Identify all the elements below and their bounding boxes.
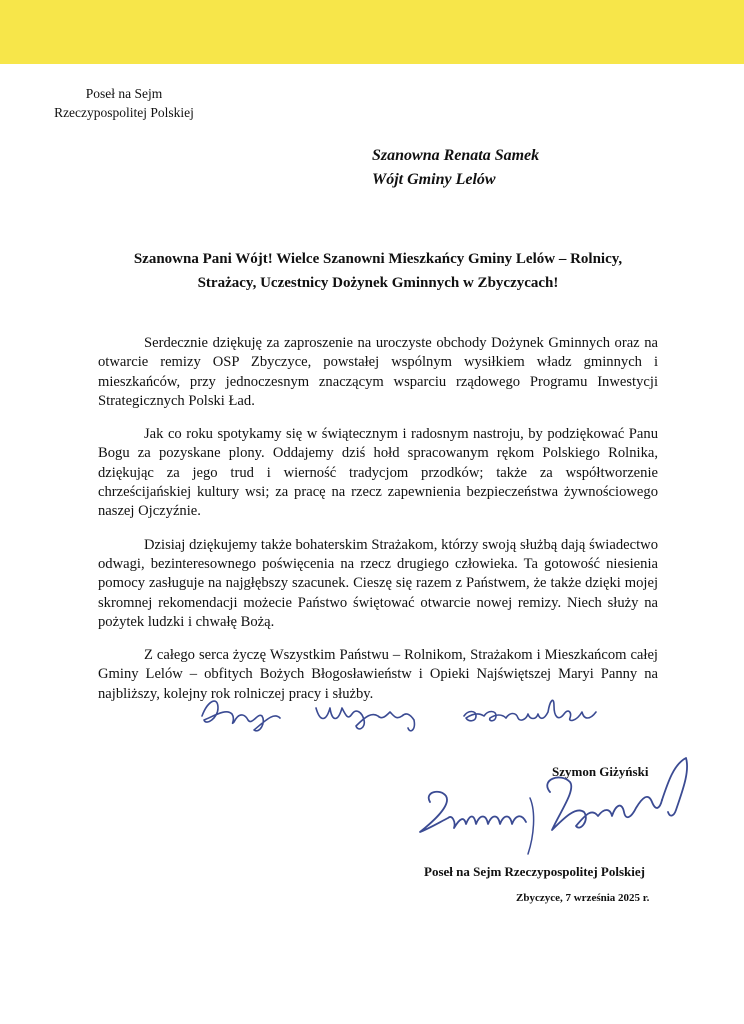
handwritten-note: [196, 686, 616, 736]
recipient-name: Szanowna Renata Samek: [372, 147, 540, 164]
paragraph: Jak co roku spotykamy się w świątecznym i radosnym nastroju, by podziękować Panu Bogu za pozyskane plony. Oddajemy dziś hołd spracowanym rękom Polskiego Rolnika, dziękując za jego trud i wierność tradycjom przodków; także za współtworzenie chrześcijańskiej kultury wsi; za pracę na rzecz zapewnienia bezpieczeństwa żywnościowego naszej Ojczyźnie.: [98, 426, 658, 520]
sender-line-1: Poseł na Sejm: [85, 86, 163, 101]
letter-body: [98, 334, 658, 718]
handwritten-signature: [400, 752, 700, 862]
recipient-block: [372, 144, 539, 192]
sender-line-2: Rzeczypospolitej Polskiej: [54, 105, 194, 120]
header-band: [0, 0, 744, 64]
signature-name: Szymon Giżyński: [552, 764, 649, 779]
place-date: Zbyczyce, 7 września 2025 r.: [516, 892, 650, 904]
signature-title: Poseł na Sejm Rzeczypospolitej Polskiej: [424, 864, 645, 879]
recipient-title: Wójt Gminy Lelów: [372, 171, 496, 188]
salutation-line-1: Szanowna Pani Wójt! Wielce Szanowni Mieszkańcy Gminy Lelów – Rolnicy,: [133, 251, 623, 267]
paragraph: Dzisiaj dziękujemy także bohaterskim Strażakom, którzy swoją służbą dają świadectwo odwagi, bezinteresownego poświęcenia na rzecz drugiego człowieka. Ta gotowość niesienia pomocy zasługuje na najgłębszy szacunek. Cieszę się razem z Państwem, że także dzięki mojej skromnej rekomendacji możecie Państwo świętować otwarcie nowej remizy. Niech służy na pożytek ludzki i chwałę Bożą.: [98, 536, 658, 630]
sender-block: [34, 84, 214, 122]
paragraph: Z całego serca życzę Wszystkim Państwu – Rolnikom, Strażakom i Mieszkańcom całej Gminy Lelów – obfitych Bożych Błogosławieństw i Opieki Najświętszej Maryi Panny na najbliższy, kolejny rok rolniczej pracy i służby.: [98, 647, 658, 702]
paragraph: Serdecznie dziękuję za zaproszenie na uroczyste obchody Dożynek Gminnych oraz na otwarcie remizy OSP Zbyczyce, powstałej wspólnym wysiłkiem władz gminnych i mieszkańców, przy jednoczesnym znaczącym wsparciu rządowego Programu Inwestycji Strategicznych Polski Ład.: [98, 335, 658, 409]
salutation-line-2: Strażacy, Uczestnicy Dożynek Gminnych w Zbyczycach!: [197, 275, 559, 291]
salutation: [98, 247, 658, 295]
